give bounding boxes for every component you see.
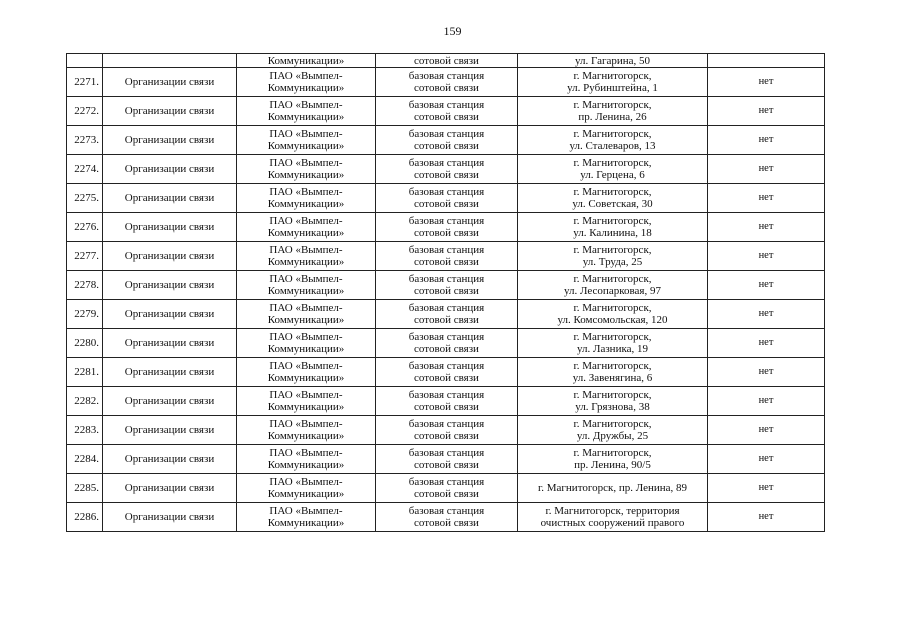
row-organization (237, 155, 376, 184)
row-address-line-2: пр. Ленина, 90/5 (574, 459, 651, 471)
table-row (67, 358, 825, 387)
row-object (376, 503, 518, 532)
row-object (376, 155, 518, 184)
row-organization-line-2: Коммуникации» (267, 459, 345, 471)
row-object-line-2: сотовой связи (414, 198, 479, 210)
row-category: Организации связи (103, 387, 237, 416)
row-address-line-1: г. Магнитогорск, (573, 360, 652, 372)
row-object: сотовой связи (376, 54, 518, 68)
row-address (518, 329, 708, 358)
row-number: 2272. (67, 97, 103, 126)
row-organization (237, 97, 376, 126)
row-category: Организации связи (103, 416, 237, 445)
row-address-line-2: ул. Советская, 30 (572, 198, 653, 210)
row-address (518, 474, 708, 503)
row-object-line-1: базовая станция (408, 157, 485, 169)
row-object-line-2: сотовой связи (414, 169, 479, 181)
row-object-line-1: базовая станция (408, 128, 485, 140)
row-organization: Коммуникации» (237, 54, 376, 68)
row-organization (237, 242, 376, 271)
table-row (67, 387, 825, 416)
row-address-line-1: г. Магнитогорск, (573, 447, 652, 459)
row-organization-line-2: Коммуникации» (267, 488, 345, 500)
row-address-line-1: г. Магнитогорск, территория (545, 505, 680, 517)
row-organization-line-1: ПАО «Вымпел- (269, 128, 343, 140)
row-address-line-1: г. Магнитогорск, (573, 418, 652, 430)
row-status: нет (708, 503, 825, 532)
row-organization-line-2: Коммуникации» (267, 140, 345, 152)
row-status: нет (708, 213, 825, 242)
page-number: 159 (443, 24, 462, 38)
row-organization (237, 68, 376, 97)
row-number: 2281. (67, 358, 103, 387)
registry-table (66, 53, 825, 532)
row-address-line-2: ул. Грязнова, 38 (575, 401, 650, 413)
row-object (376, 97, 518, 126)
table-row (67, 213, 825, 242)
row-organization-line-2: Коммуникации» (267, 401, 345, 413)
table-row (67, 155, 825, 184)
row-organization-line-1: ПАО «Вымпел- (269, 157, 343, 169)
row-address-line-2: ул. Лазника, 19 (576, 343, 649, 355)
row-number: 2282. (67, 387, 103, 416)
row-address (518, 242, 708, 271)
row-organization-line-1: ПАО «Вымпел- (269, 99, 343, 111)
row-object (376, 445, 518, 474)
row-object-line-2: сотовой связи (414, 285, 479, 297)
table-row (67, 503, 825, 532)
table-row (67, 271, 825, 300)
row-number (67, 54, 103, 68)
row-number: 2274. (67, 155, 103, 184)
row-organization (237, 213, 376, 242)
table-row (67, 97, 825, 126)
row-status: нет (708, 300, 825, 329)
row-object-line-2: сотовой связи (414, 314, 479, 326)
row-object-line-1: базовая станция (408, 505, 485, 517)
row-object-line-1: базовая станция (408, 331, 485, 343)
row-category: Организации связи (103, 242, 237, 271)
row-organization (237, 329, 376, 358)
row-number: 2280. (67, 329, 103, 358)
row-object-line-1: базовая станция (408, 244, 485, 256)
row-address (518, 387, 708, 416)
row-object-line-2: сотовой связи (414, 140, 479, 152)
row-category: Организации связи (103, 300, 237, 329)
row-address-line-2: ул. Лесопарковая, 97 (564, 285, 661, 297)
row-address-line-2: ул. Сталеваров, 13 (569, 140, 656, 152)
row-address-line-2: ул. Дружбы, 25 (576, 430, 649, 442)
row-category: Организации связи (103, 445, 237, 474)
row-organization-line-2: Коммуникации» (267, 111, 345, 123)
row-organization-line-2: Коммуникации» (267, 372, 345, 384)
row-object (376, 126, 518, 155)
row-number: 2278. (67, 271, 103, 300)
row-object-line-1: базовая станция (408, 99, 485, 111)
row-organization-line-2: Коммуникации» (267, 82, 345, 94)
row-object (376, 416, 518, 445)
row-object-line-2: сотовой связи (414, 517, 479, 529)
row-organization-line-1: ПАО «Вымпел- (269, 215, 343, 227)
row-object-line-1: базовая станция (408, 186, 485, 198)
row-organization (237, 126, 376, 155)
row-address (518, 416, 708, 445)
row-address-line-1: г. Магнитогорск, (573, 99, 652, 111)
row-organization-line-2: Коммуникации» (267, 517, 345, 529)
row-organization-line-2: Коммуникации» (267, 198, 345, 210)
table-body (67, 68, 825, 532)
row-object-line-2: сотовой связи (414, 488, 479, 500)
row-category: Организации связи (103, 126, 237, 155)
row-number: 2284. (67, 445, 103, 474)
row-address (518, 97, 708, 126)
row-object-line-1: базовая станция (408, 273, 485, 285)
row-status: нет (708, 126, 825, 155)
row-address-line-1: г. Магнитогорск, пр. Ленина, 89 (537, 482, 688, 494)
row-status: нет (708, 271, 825, 300)
row-object-line-2: сотовой связи (414, 82, 479, 94)
row-category: Организации связи (103, 358, 237, 387)
row-address-line-2: ул. Калинина, 18 (573, 227, 652, 239)
row-organization (237, 358, 376, 387)
row-object-line-1: базовая станция (408, 476, 485, 488)
row-organization-line-1: ПАО «Вымпел- (269, 244, 343, 256)
row-organization (237, 184, 376, 213)
row-object-line-1: базовая станция (408, 302, 485, 314)
row-object-line-2: сотовой связи (414, 459, 479, 471)
row-organization (237, 474, 376, 503)
row-organization-line-1: ПАО «Вымпел- (269, 186, 343, 198)
row-object-line-1: базовая станция (408, 215, 485, 227)
row-address-line-1: г. Магнитогорск, (573, 215, 652, 227)
row-object-line-2: сотовой связи (414, 256, 479, 268)
row-category: Организации связи (103, 271, 237, 300)
row-object (376, 358, 518, 387)
row-organization-line-1: ПАО «Вымпел- (269, 505, 343, 517)
row-organization-line-2: Коммуникации» (267, 314, 345, 326)
row-status: нет (708, 242, 825, 271)
row-organization-line-2: Коммуникации» (267, 169, 345, 181)
row-number: 2286. (67, 503, 103, 532)
row-category: Организации связи (103, 329, 237, 358)
row-number: 2279. (67, 300, 103, 329)
row-object-line-1: базовая станция (408, 418, 485, 430)
table-row-continued (67, 54, 825, 68)
row-address: ул. Гагарина, 50 (518, 54, 708, 68)
row-category: Организации связи (103, 97, 237, 126)
row-object-line-2: сотовой связи (414, 430, 479, 442)
row-status: нет (708, 474, 825, 503)
table-row (67, 445, 825, 474)
row-status: нет (708, 445, 825, 474)
row-address (518, 184, 708, 213)
row-organization-line-1: ПАО «Вымпел- (269, 331, 343, 343)
row-organization (237, 387, 376, 416)
row-address-line-1: г. Магнитогорск, (573, 331, 652, 343)
row-address (518, 155, 708, 184)
row-address-line-1: г. Магнитогорск, (573, 70, 652, 82)
row-object-line-2: сотовой связи (414, 227, 479, 239)
row-organization-line-1: ПАО «Вымпел- (269, 70, 343, 82)
row-address (518, 445, 708, 474)
row-address-line-1: г. Магнитогорск, (573, 389, 652, 401)
row-object (376, 300, 518, 329)
row-category (103, 54, 237, 68)
row-organization (237, 271, 376, 300)
row-object-line-2: сотовой связи (414, 111, 479, 123)
row-object-line-1: базовая станция (408, 447, 485, 459)
row-address-line-1: г. Магнитогорск, (573, 186, 652, 198)
row-object-line-1: базовая станция (408, 70, 485, 82)
row-organization (237, 416, 376, 445)
row-address-line-1: г. Магнитогорск, (573, 128, 652, 140)
row-organization-line-2: Коммуникации» (267, 430, 345, 442)
table-row (67, 474, 825, 503)
row-organization-line-1: ПАО «Вымпел- (269, 302, 343, 314)
row-object (376, 329, 518, 358)
row-status: нет (708, 97, 825, 126)
row-object (376, 242, 518, 271)
row-object-line-1: базовая станция (408, 389, 485, 401)
table-row (67, 126, 825, 155)
row-organization-line-1: ПАО «Вымпел- (269, 389, 343, 401)
row-status: нет (708, 358, 825, 387)
row-organization (237, 503, 376, 532)
table-row (67, 416, 825, 445)
row-number: 2277. (67, 242, 103, 271)
row-category: Организации связи (103, 68, 237, 97)
row-object (376, 68, 518, 97)
row-address-line-2: очистных сооружений правого (540, 517, 685, 529)
table-row (67, 329, 825, 358)
row-number: 2271. (67, 68, 103, 97)
row-address-line-2: ул. Рубинштейна, 1 (567, 82, 658, 94)
row-number: 2273. (67, 126, 103, 155)
row-address (518, 271, 708, 300)
row-object (376, 184, 518, 213)
row-object (376, 213, 518, 242)
row-organization-line-1: ПАО «Вымпел- (269, 447, 343, 459)
row-address (518, 126, 708, 155)
row-status: нет (708, 184, 825, 213)
row-number: 2285. (67, 474, 103, 503)
row-address (518, 358, 708, 387)
row-organization-line-2: Коммуникации» (267, 256, 345, 268)
row-number: 2276. (67, 213, 103, 242)
row-organization (237, 445, 376, 474)
row-number: 2275. (67, 184, 103, 213)
row-address (518, 213, 708, 242)
row-address-line-2: ул. Труда, 25 (582, 256, 643, 268)
table-row (67, 184, 825, 213)
row-organization-line-1: ПАО «Вымпел- (269, 418, 343, 430)
row-address-line-2: ул. Завенягина, 6 (572, 372, 653, 384)
row-number: 2283. (67, 416, 103, 445)
table-row (67, 300, 825, 329)
row-category: Организации связи (103, 184, 237, 213)
row-status: нет (708, 329, 825, 358)
row-organization-line-2: Коммуникации» (267, 227, 345, 239)
row-organization-line-1: ПАО «Вымпел- (269, 360, 343, 372)
row-status (708, 54, 825, 68)
row-organization-line-1: ПАО «Вымпел- (269, 273, 343, 285)
row-address (518, 503, 708, 532)
row-object-line-1: базовая станция (408, 360, 485, 372)
row-object-line-2: сотовой связи (414, 372, 479, 384)
table-row (67, 242, 825, 271)
row-category: Организации связи (103, 155, 237, 184)
row-object-line-2: сотовой связи (414, 343, 479, 355)
row-object (376, 271, 518, 300)
row-category: Организации связи (103, 474, 237, 503)
row-status: нет (708, 387, 825, 416)
row-address-line-1: г. Магнитогорск, (573, 244, 652, 256)
row-organization (237, 300, 376, 329)
row-status: нет (708, 68, 825, 97)
row-object-line-2: сотовой связи (414, 401, 479, 413)
row-address-line-2: ул. Герцена, 6 (580, 169, 645, 181)
row-category: Организации связи (103, 503, 237, 532)
row-address-line-1: г. Магнитогорск, (573, 157, 652, 169)
row-status: нет (708, 155, 825, 184)
row-address (518, 68, 708, 97)
row-address-line-2: ул. Комсомольская, 120 (557, 314, 668, 326)
row-address-line-1: г. Магнитогорск, (573, 302, 652, 314)
table-row (67, 68, 825, 97)
row-category: Организации связи (103, 213, 237, 242)
row-address-line-2: пр. Ленина, 26 (578, 111, 647, 123)
row-status: нет (708, 416, 825, 445)
row-address (518, 300, 708, 329)
row-organization-line-2: Коммуникации» (267, 343, 345, 355)
row-object (376, 387, 518, 416)
row-organization-line-2: Коммуникации» (267, 285, 345, 297)
row-address-line-1: г. Магнитогорск, (573, 273, 652, 285)
row-organization-line-1: ПАО «Вымпел- (269, 476, 343, 488)
row-object (376, 474, 518, 503)
